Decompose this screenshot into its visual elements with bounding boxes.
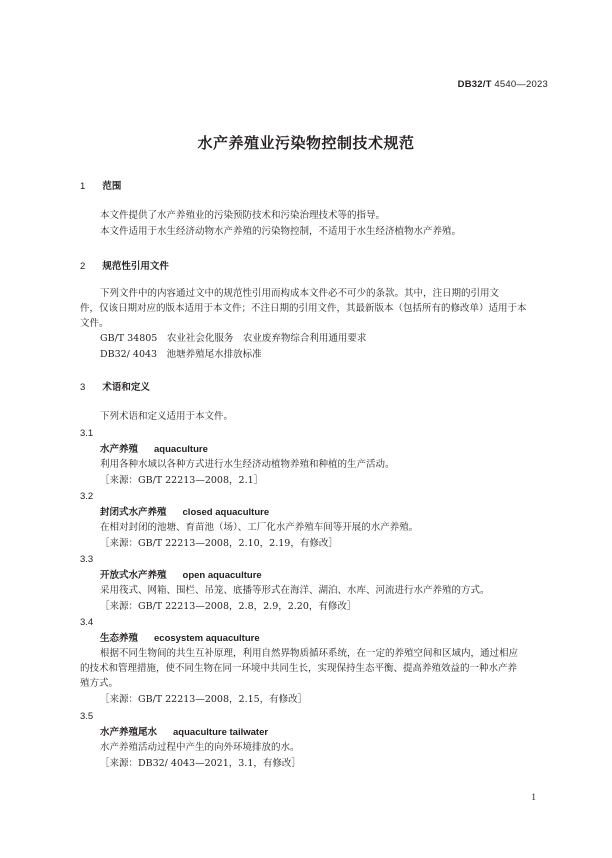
paragraph-line: 下列文件中的内容通过文中的规范性引用而构成本文件必不可少的条款。其中，注日期的引用文 bbox=[100, 288, 500, 299]
term-number: 3.3 bbox=[80, 554, 94, 565]
term-heading bbox=[100, 726, 268, 740]
term-source: ［来源：DB32/ 4043—2021，3.1，有修改］ bbox=[100, 758, 301, 769]
term-zh: 水产养殖 bbox=[100, 444, 139, 455]
term-en: open aquaculture bbox=[182, 570, 262, 581]
paragraph-line: 文件。 bbox=[80, 318, 109, 329]
term-number: 3.2 bbox=[80, 491, 94, 502]
term-zh: 封闭式水产养殖 bbox=[100, 507, 167, 518]
term-zh: 水产养殖尾水 bbox=[100, 727, 158, 738]
term-source: ［来源：GB/T 22213—2008，2.15，有修改］ bbox=[100, 694, 308, 705]
section-2-heading bbox=[80, 260, 169, 274]
reference-item: DB32/ 4043 池塘养殖尾水排放标准 bbox=[100, 349, 262, 360]
paragraph: 下列术语和定义适用于本文件。 bbox=[100, 411, 234, 422]
section-number: 1 bbox=[80, 181, 86, 192]
term-source: ［来源：GB/T 22213—2008，2.1］ bbox=[100, 475, 264, 486]
paragraph-line: 件，仅该日期对应的版本适用于本文件；不注日期的引用文件，其最新版本（包括所有的修改单）适用于本 bbox=[80, 303, 527, 314]
reference-item: GB/T 34805 农业社会化服务 农业废弃物综合利用通用要求 bbox=[100, 333, 367, 344]
term-number: 3.4 bbox=[80, 617, 94, 628]
term-zh: 生态养殖 bbox=[100, 633, 139, 644]
term-definition-line: 的技术和管理措施，使不同生物在同一环境中共同生长，实现保持生态平衡、提高养殖效益的一种水产养 bbox=[80, 663, 518, 674]
term-en: aquaculture tailwater bbox=[173, 727, 269, 738]
term-zh: 开放式水产养殖 bbox=[100, 570, 167, 581]
standard-prefix: DB32/T bbox=[457, 79, 492, 90]
term-definition-line: 根据不同生物间的共生互补原理，利用自然界物质循环系统，在一定的养殖空间和区域内，通过相应 bbox=[100, 648, 519, 659]
document-title: 水产养殖业污染物控制技术规范 bbox=[197, 134, 415, 152]
section-number: 2 bbox=[80, 261, 86, 272]
term-en: aquaculture bbox=[154, 444, 208, 455]
term-heading bbox=[100, 569, 262, 583]
term-definition: 采用筏式、网箱、围栏、吊笼、底播等形式在海洋、湖泊、水库、河流进行水产养殖的方式。 bbox=[100, 585, 490, 596]
term-source: ［来源：GB/T 22213—2008，2.10，2.19，有修改］ bbox=[100, 538, 338, 549]
section-3-heading bbox=[80, 381, 150, 395]
section-number: 3 bbox=[80, 382, 86, 393]
section-1-heading bbox=[80, 180, 121, 194]
section-title: 规范性引用文件 bbox=[102, 261, 169, 272]
term-en: closed aquaculture bbox=[182, 507, 270, 518]
term-heading bbox=[100, 506, 269, 520]
term-heading bbox=[100, 443, 208, 457]
term-definition: 水产养殖活动过程中产生的向外环境排放的水。 bbox=[100, 742, 300, 753]
term-definition: 利用各种水域以各种方式进行水生经济动植物养殖和种植的生产活动。 bbox=[100, 459, 395, 470]
term-number: 3.1 bbox=[80, 428, 94, 439]
paragraph: 本文件提供了水产养殖业的污染预防技术和污染治理技术等的指导。 bbox=[100, 210, 386, 221]
term-definition-line: 殖方式。 bbox=[80, 678, 119, 689]
term-number: 3.5 bbox=[80, 711, 94, 722]
term-heading bbox=[100, 632, 260, 646]
section-title: 范围 bbox=[102, 181, 122, 192]
standard-code: 4540—2023 bbox=[494, 79, 548, 90]
section-title: 术语和定义 bbox=[102, 382, 150, 393]
page-number: 1 bbox=[531, 793, 536, 803]
term-definition: 在相对封闭的池塘、育苗池（场）、工厂化水产养殖车间等开展的水产养殖。 bbox=[100, 522, 419, 533]
term-en: ecosystem aquaculture bbox=[154, 633, 260, 644]
paragraph: 本文件适用于水生经济动物水产养殖的污染物控制，不适用于水生经济植物水产养殖。 bbox=[100, 226, 462, 237]
term-source: ［来源：GB/T 22213—2008，2.8，2.9，2.20，有修改］ bbox=[100, 601, 357, 612]
standard-number bbox=[458, 79, 548, 90]
